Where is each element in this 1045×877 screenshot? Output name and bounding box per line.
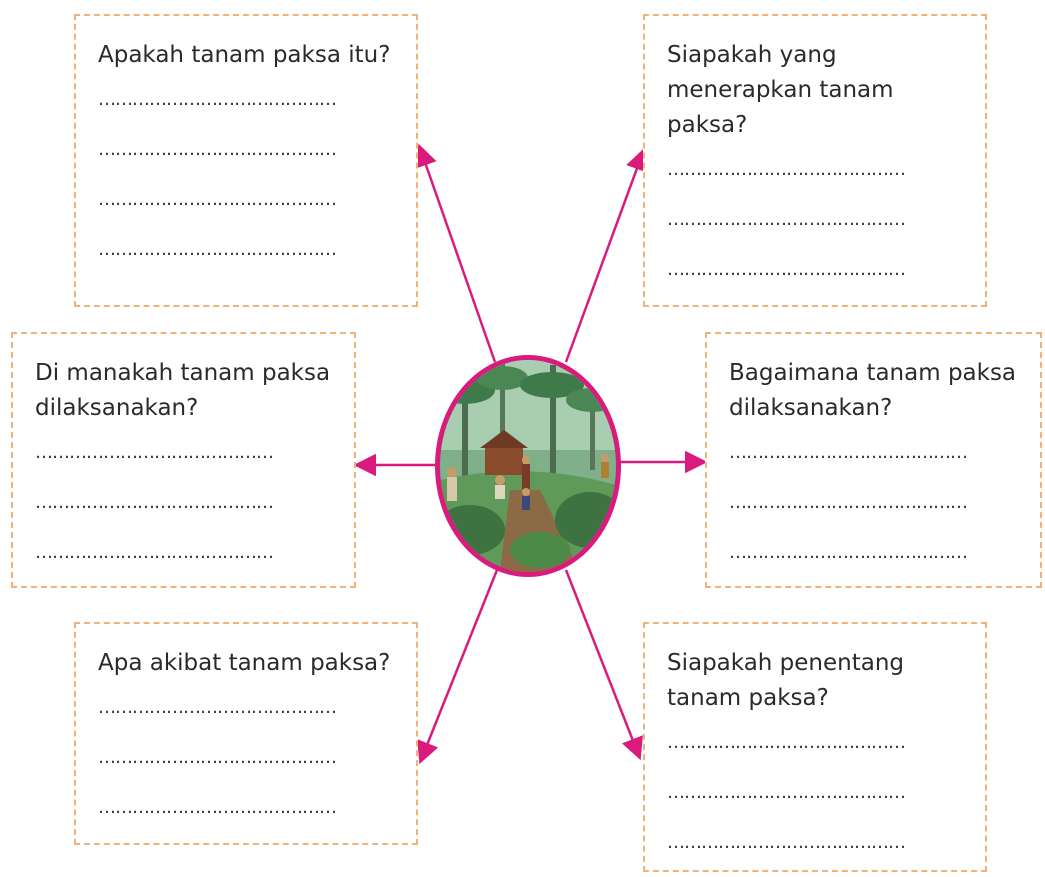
question-box-effect: [74, 622, 418, 845]
answer-line[interactable]: ……………………………………: [667, 159, 905, 180]
plantation-scene-illustration: [440, 360, 616, 572]
question-text: Apa akibat tanam paksa?: [98, 650, 391, 676]
question-text: Bagaimana tanam paksa dilaksanakan?: [729, 360, 1017, 421]
answer-line[interactable]: ……………………………………: [667, 832, 905, 853]
question-box-how: [705, 332, 1042, 588]
arrow-to-effect: [421, 570, 497, 760]
arrow-to-who-applied: [566, 152, 643, 362]
question-box-opponent: [643, 622, 987, 872]
question-box-who-applied: [643, 14, 987, 307]
answer-line[interactable]: ……………………………………: [98, 139, 336, 160]
question-text: Siapakah penentang tanam paksa?: [667, 650, 905, 711]
answer-line[interactable]: ……………………………………: [729, 542, 967, 563]
answer-line[interactable]: ……………………………………: [729, 492, 967, 513]
question-box-where: [11, 332, 356, 588]
answer-line[interactable]: ……………………………………: [98, 239, 336, 260]
answer-line[interactable]: ……………………………………: [667, 782, 905, 803]
question-text: Di manakah tanam paksa dilaksanakan?: [35, 360, 331, 421]
answer-line[interactable]: ……………………………………: [98, 797, 336, 818]
answer-line[interactable]: ……………………………………: [667, 259, 905, 280]
answer-line[interactable]: ……………………………………: [667, 732, 905, 753]
answer-line[interactable]: ……………………………………: [98, 189, 336, 210]
answer-line[interactable]: ……………………………………: [98, 89, 336, 110]
arrow-to-opponent: [566, 570, 639, 756]
question-text: Siapakah yang menerapkan tanam paksa?: [667, 42, 894, 138]
center-illustration: [435, 355, 621, 577]
arrow-to-what: [420, 148, 495, 362]
answer-line[interactable]: ……………………………………: [35, 442, 273, 463]
question-text: Apakah tanam paksa itu?: [98, 42, 391, 68]
answer-line[interactable]: ……………………………………: [98, 697, 336, 718]
answer-line[interactable]: ……………………………………: [35, 542, 273, 563]
answer-line[interactable]: ……………………………………: [729, 442, 967, 463]
answer-line[interactable]: ……………………………………: [35, 492, 273, 513]
answer-line[interactable]: ……………………………………: [667, 209, 905, 230]
answer-line[interactable]: ……………………………………: [98, 747, 336, 768]
question-box-what: [74, 14, 418, 307]
